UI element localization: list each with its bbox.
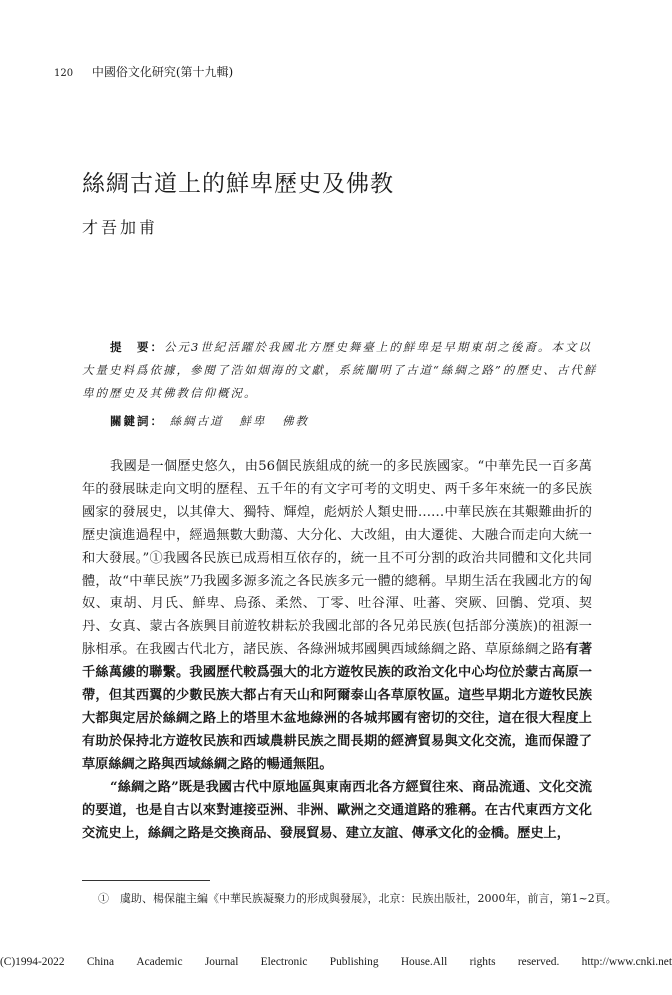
copyright-word: (C)1994-2022 xyxy=(0,956,65,968)
copyright-line xyxy=(0,956,672,968)
footnote: ① 虞助、楊保龍主編《中華民族凝聚力的形成與發展》，北京：民族出版社，2000年，前言，第1~2頁。 xyxy=(98,892,617,905)
author-name: 才吾加甫 xyxy=(82,218,159,237)
keyword: 鮮卑 xyxy=(239,414,267,428)
abstract-label: 提 要： xyxy=(110,340,164,354)
cnki-url[interactable]: http://www.cnki.net xyxy=(581,956,672,968)
paragraph: “絲綢之路”既是我國古代中原地區與東南西北各方經貿往來、商品流通、文化交流的要道，也是自古以來對連接亞洲、非洲、歐洲之交通道路的雅稱。在古代東西方文化交流史上，絲綢之路是交換商品、發展貿易、建立友誼、傳承文化的金橋。歷史上， xyxy=(82,779,592,841)
body-text xyxy=(82,456,592,845)
abstract xyxy=(82,336,602,405)
journal-title: 中國俗文化研究(第十九輯) xyxy=(91,65,234,79)
keywords xyxy=(110,413,319,429)
copyright-word: rights xyxy=(469,956,496,968)
copyright-word: House.All xyxy=(400,956,448,968)
copyright-word: Publishing xyxy=(329,956,379,968)
footnote-divider xyxy=(82,880,210,881)
paragraph-text: 我國是一個歷史悠久，由56個民族組成的統一的多民族國家。“中華先民一百多萬年的發展昧走向文明的歷程、五千年的有文字可考的文明史、两千多年來統一的多民族國家的發展史，以其偉大、獨特、輝煌，彪炳於人類史冊……中華民族在其艱難曲折的歷史演進過程中，經過無數大動蕩、大分化、大改組，由大遷徙、大融合而走向大統一和大發展。”①我國各民族已成焉相互依存的，統一且不可分割的政治共同體和文化共同體，故“中華民族”乃我國多源多流之各民族多元一體的總稱。早期生活在我國北方的匈奴、東胡、月氏、鮮卑、烏孫、柔然、丁零、吐谷渾、吐蕃、突厥、回鶻、党項、契丹、女真、蒙古各族興目前遊牧耕耘於我國北部的各兄弟民族(包括部分漢族)的祖源一脉相承。在我國古代北方，諸民族、各綠洲城邦國興西域絲綢之路、草原絲綢之路 xyxy=(82,459,592,658)
abstract-text: 公元3世紀活躍於我國北方歷史舞臺上的鮮卑是早期東胡之後裔。本文以大量史料爲依據，參閱了浩如烟海的文獻，系統闡明了古道“絲綢之路”的歷史、古代鮮卑的歷史及其佛教信仰概況。 xyxy=(82,340,598,400)
copyright-word: China xyxy=(86,956,115,968)
copyright-word: Journal xyxy=(204,956,239,968)
copyright-word: Academic xyxy=(136,956,183,968)
keyword: 佛教 xyxy=(281,414,309,428)
copyright-word: reserved. xyxy=(517,956,560,968)
keyword: 絲綢古道 xyxy=(169,414,224,428)
paragraph xyxy=(82,456,592,777)
article-title: 絲綢古道上的鮮卑歷史及佛教 xyxy=(82,171,394,197)
paragraph-text-bold: 有著千絲萬縷的聯繫。我國歷代較爲强大的北方遊牧民族的政治文化中心均位於蒙古高原一帶，但其西翼的少數民族大都占有天山和阿爾泰山各草原牧區。這些早期北方遊牧民族大都與定居於絲綢之路上的塔里木盆地綠洲的各城邦國有密切的交往，這在很大程度上有助於保持北方遊牧民族和西域農耕民族之間長期的經濟貿易與文化交流，進而保證了草原絲綢之路與西域絲綢之路的暢通無阻。 xyxy=(82,642,593,772)
page-number: 120 xyxy=(54,68,74,79)
copyright-word: Electronic xyxy=(260,956,308,968)
keywords-label: 關鍵詞： xyxy=(110,414,164,428)
running-header xyxy=(54,63,233,80)
